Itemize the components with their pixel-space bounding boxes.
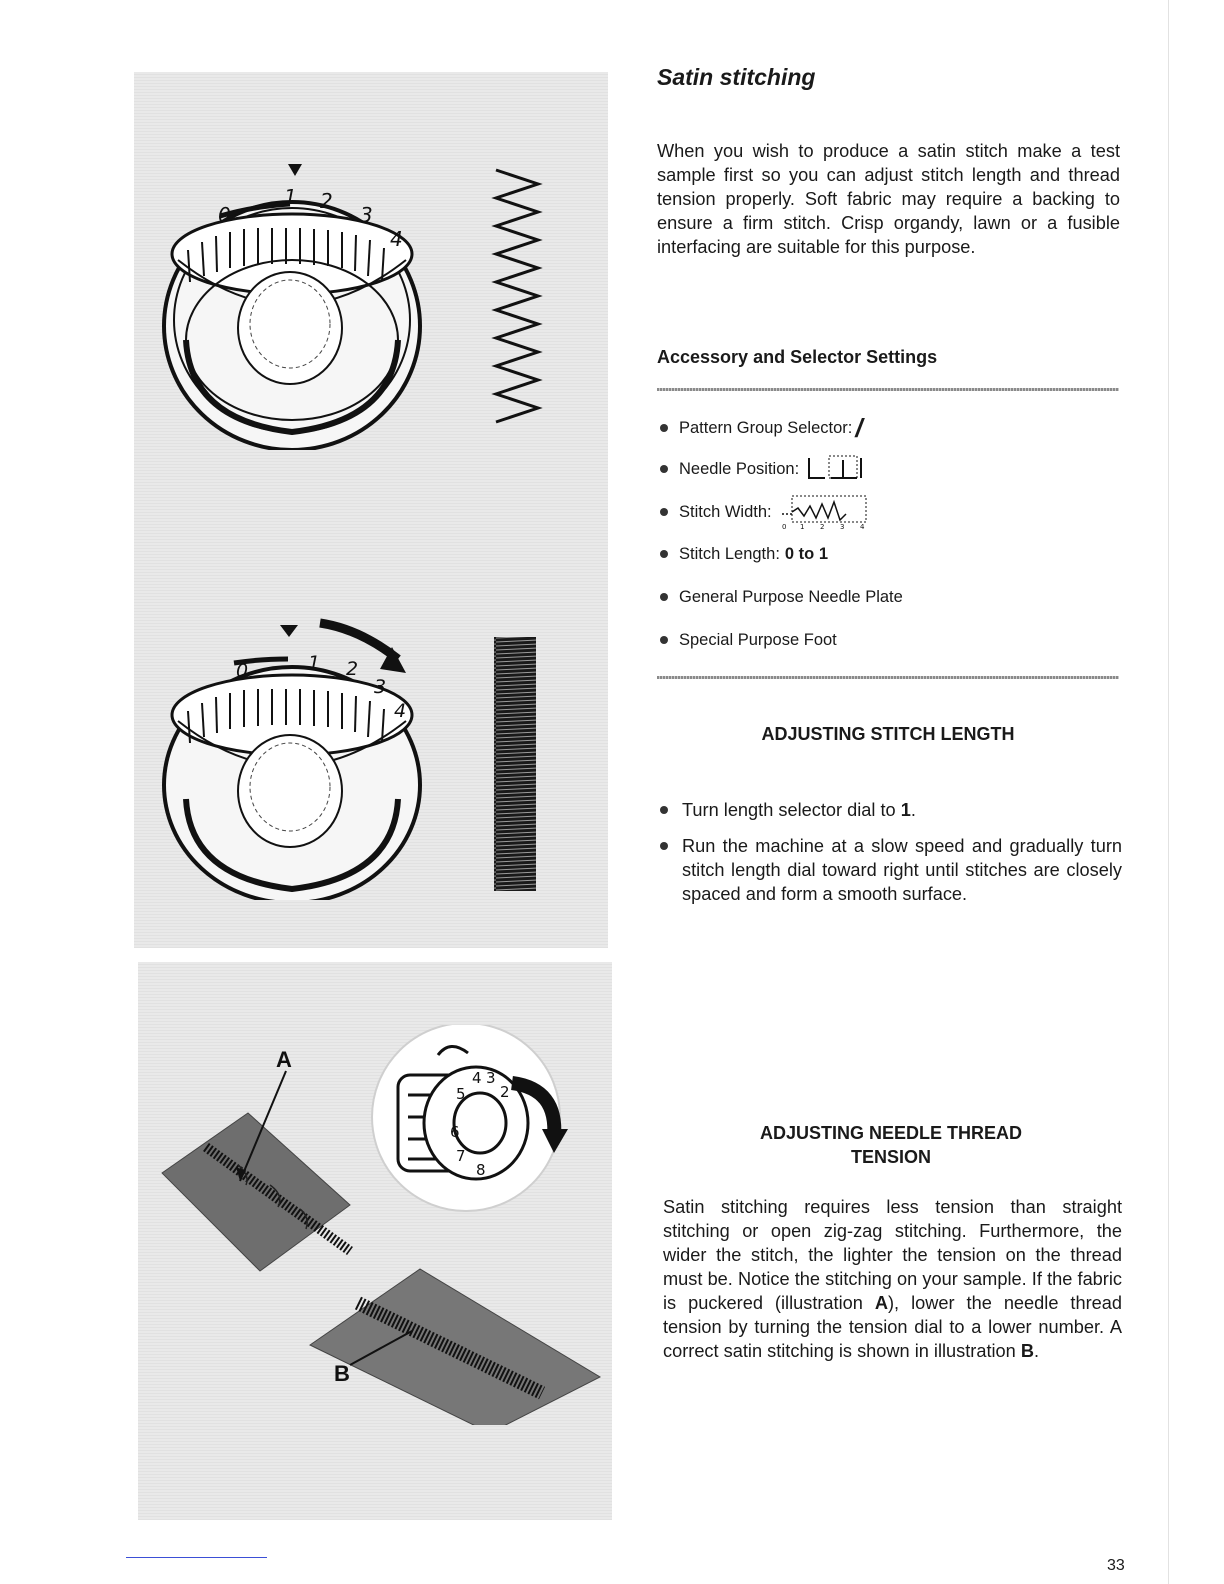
bullet-icon — [660, 842, 668, 850]
dial-label-0: 0 — [218, 203, 231, 227]
setting-needle-position — [660, 457, 865, 481]
dial-label-4: 4 — [390, 227, 403, 251]
step-2 — [660, 834, 1122, 906]
page-title: Satin stitching — [657, 64, 816, 90]
tension-label-2: 2 — [500, 1083, 510, 1101]
width-scale-3: 3 — [839, 523, 845, 530]
width-scale-4: 4 — [859, 523, 865, 530]
footer-line — [126, 1557, 267, 1558]
step-text: Run the machine at a slow speed and gradually turn stitch length dial toward right until stitches are closely spaced and form a smooth surface. — [682, 836, 1122, 904]
bullet-icon — [660, 508, 668, 516]
setting-value: 0 to 1 — [784, 544, 829, 563]
setting-label: Needle Position: — [679, 459, 800, 478]
bullet-icon — [660, 636, 668, 644]
setting-value: / — [855, 413, 863, 443]
stitch-width-icon — [778, 494, 874, 530]
width-scale-2: 2 — [819, 523, 825, 530]
bullet-icon — [660, 806, 668, 814]
needle-position-icon — [805, 454, 865, 484]
setting-label: Stitch Length: — [679, 544, 780, 563]
page-number: 33 — [1107, 1557, 1125, 1574]
dial2-label-4: 4 — [394, 700, 407, 722]
setting-label: Special Purpose Foot — [679, 630, 837, 649]
setting-presser-foot — [660, 628, 837, 652]
bullet-icon — [660, 593, 668, 601]
setting-label: General Purpose Needle Plate — [679, 587, 903, 606]
settings-rule-bottom — [657, 676, 1119, 679]
dial2-label-3: 3 — [374, 676, 387, 698]
setting-label: Stitch Width: — [679, 502, 772, 521]
setting-label: Pattern Group Selector: — [679, 418, 853, 437]
intro-paragraph: When you wish to produce a satin stitch make a test sample first so you can adjust stitch length and thread tension properly. Soft fabric may require a backing to ensure a firm stitch. Crisp organdy, lawn or a fusible interfacing are suitable for this purpose. — [657, 141, 1120, 257]
tension-label-6: 6 — [450, 1123, 460, 1141]
stitch-length-heading: ADJUSTING STITCH LENGTH — [761, 724, 1015, 744]
bullet-icon — [660, 424, 668, 432]
dial2-label-1: 1 — [308, 652, 321, 674]
tension-paragraph: Satin stitching requires less tension than straight stitching or open zig-zag stitching. Furthermore, the wider the stitch, the lighter the tension on the thread must be. Notice the stitching on your sample. If the fabric is puckered (illustration A), lower the needle thread tension by turning the tension dial to a lower number. A correct satin stitching is shown in illustration B. — [663, 1197, 1122, 1361]
page-edge — [1168, 0, 1169, 1584]
width-scale-1: 1 — [799, 523, 805, 530]
setting-pattern-group — [660, 413, 863, 443]
tension-fabric-illustration — [150, 1025, 610, 1425]
dial-label-3: 3 — [360, 203, 373, 227]
illustration-label-b: B — [334, 1361, 350, 1386]
step-1 — [660, 798, 1122, 822]
tension-label-5: 5 — [456, 1085, 466, 1103]
dial-label-2: 2 — [320, 189, 333, 213]
stitch-length-dial-illustration — [160, 150, 570, 450]
settings-rule-top — [657, 388, 1119, 391]
stitch-length-dial-turned-illustration — [160, 615, 570, 900]
dial-label-1: 1 — [284, 185, 297, 209]
step-text: Turn length selector dial to 1. — [682, 800, 916, 820]
tension-label-7: 7 — [456, 1147, 466, 1165]
bullet-icon — [660, 465, 668, 473]
illustration-label-a: A — [276, 1047, 292, 1072]
tension-label-8: 8 — [476, 1161, 486, 1179]
bullet-icon — [660, 550, 668, 558]
setting-needle-plate — [660, 585, 903, 609]
setting-stitch-width — [660, 500, 874, 530]
tension-heading: ADJUSTING NEEDLE THREAD TENSION — [759, 1123, 1023, 1167]
setting-stitch-length — [660, 542, 828, 566]
dial2-label-2: 2 — [346, 658, 359, 680]
width-scale-0: 0 — [781, 523, 787, 530]
settings-heading: Accessory and Selector Settings — [657, 347, 938, 367]
tension-label-3: 3 — [486, 1069, 496, 1087]
dial2-label-0: 0 — [236, 660, 249, 682]
tension-label-4: 4 — [472, 1069, 482, 1087]
